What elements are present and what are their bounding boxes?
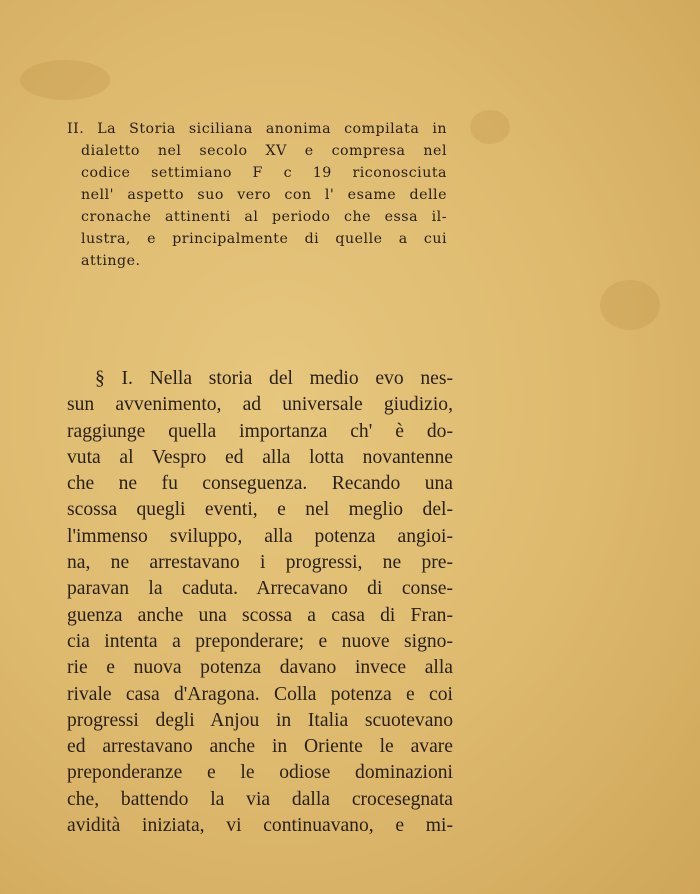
paragraph-line: sun avvenimento, ad universale giudizio, — [67, 394, 453, 416]
summary-line: lustra, e principalmente di quelle a cui — [81, 231, 447, 247]
paragraph-line: progressi degli Anjou in Italia scuotevano — [67, 709, 453, 731]
summary-line: codice settimiano F c 19 riconosciuta — [81, 165, 447, 181]
paragraph-line: l'immenso sviluppo, alla potenza angioi- — [67, 525, 453, 547]
summary-line: cronache attinenti al periodo che essa il- — [81, 209, 447, 225]
paragraph-line: rie e nuova potenza davano invece alla — [67, 657, 453, 679]
paper-stain — [20, 60, 110, 100]
paragraph-line: raggiunge quella importanza ch' è do- — [67, 420, 453, 442]
paragraph-line: § I. Nella storia del medio evo nes- — [95, 368, 453, 389]
paragraph-line: che ne fu conseguenza. Recando una — [67, 473, 453, 495]
paragraph-line: paravan la caduta. Arrecavano di conse- — [67, 578, 453, 600]
paragraph-line: avidità iniziata, vi continuavano, e mi- — [67, 815, 453, 837]
summary-line: nell' aspetto suo vero con l' esame delle — [81, 187, 447, 203]
paragraph-line: na, ne arrestavano i progressi, ne pre- — [67, 552, 453, 574]
paper-stain — [470, 110, 510, 144]
summary-line: dialetto nel secolo XV e compresa nel — [81, 143, 447, 159]
paragraph-line: ed arrestavano anche in Oriente le avare — [67, 736, 453, 758]
body-paragraph — [67, 366, 453, 839]
paragraph-line: preponderanze e le odiose dominazioni — [67, 762, 453, 784]
summary-line: attinge. — [81, 253, 141, 269]
paragraph-line: guenza anche una scossa a casa di Fran- — [67, 604, 453, 626]
paragraph-line: vuta al Vespro ed alla lotta novantenne — [67, 446, 453, 468]
chapter-summary — [67, 118, 447, 272]
paragraph-line: scossa quegli eventi, e nel meglio del- — [67, 499, 453, 521]
paragraph-line: cia intenta a preponderare; e nuove signo- — [67, 630, 453, 652]
paper-stain — [600, 280, 660, 330]
paragraph-line: che, battendo la via dalla crocesegnata — [67, 788, 453, 810]
paragraph-line: rivale casa d'Aragona. Colla potenza e coi — [67, 683, 453, 705]
summary-line: II. La Storia siciliana anonima compilata in — [67, 121, 447, 137]
